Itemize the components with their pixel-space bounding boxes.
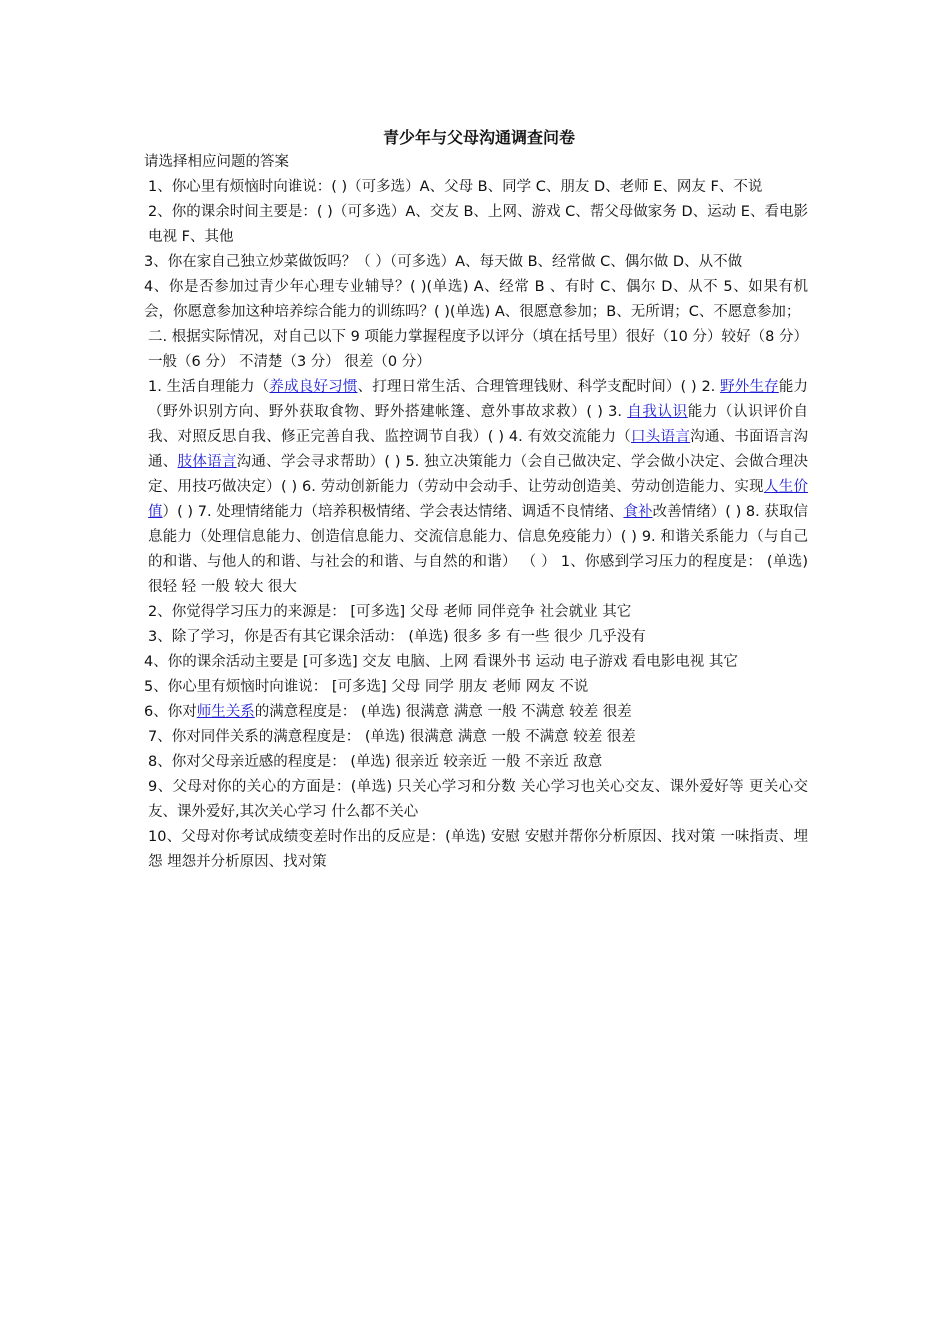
paragraph: [144, 325, 808, 375]
paragraph-text: 2、你觉得学习压力的来源是： [可多选] 父母 老师 同伴竞争 社会就业 其它: [148, 604, 632, 620]
paragraph: [144, 175, 808, 200]
paragraph-text: 4、你的课余活动主要是 [可多选] 交友 电脑、上网 看课外书 运动 电子游戏 看电影电视 其它: [144, 654, 738, 670]
document-page: [144, 123, 808, 875]
paragraph: [144, 750, 808, 775]
paragraph-text: ）( ) 7. 处理情绪能力（培养积极情绪、学会表达情绪、调适不良情绪、: [162, 504, 624, 520]
paragraph-text: 10、父母对你考试成绩变差时作出的反应是：(单选) 安慰 安慰并帮你分析原因、找对策 一味指责、埋怨 埋怨并分析原因、找对策: [148, 829, 808, 870]
hyperlink[interactable]: 养成良好习惯: [269, 379, 358, 395]
paragraph: [144, 275, 808, 325]
document-body: [144, 150, 808, 875]
paragraph-text: 6、你对: [144, 704, 197, 720]
paragraph: [144, 375, 808, 600]
paragraph-text: 沟通、书面语言沟通、: [148, 429, 809, 470]
paragraph-text: 的满意程度是： (单选) 很满意 满意 一般 不满意 较差 很差: [254, 704, 632, 720]
paragraph-text: 1. 生活自理能力（: [148, 379, 270, 395]
hyperlink[interactable]: 肢体语言: [177, 454, 237, 470]
paragraph: [144, 775, 808, 825]
paragraph: [144, 600, 808, 625]
paragraph-text: 3、除了学习，你是否有其它课余活动： (单选) 很多 多 有一些 很少 几乎没有: [148, 629, 646, 645]
paragraph-text: 2、你的课余时间主要是：( )（可多选）A、交友 B、上网、游戏 C、帮父母做家务 D、运动 E、看电影电视 F、其他: [148, 204, 808, 245]
paragraph: [144, 650, 808, 675]
hyperlink[interactable]: 食补: [623, 504, 653, 520]
paragraph-text: 7、你对同伴关系的满意程度是： (单选) 很满意 满意 一般 不满意 较差 很差: [148, 729, 636, 745]
paragraph-text: 8、你对父母亲近感的程度是： (单选) 很亲近 较亲近 一般 不亲近 敌意: [148, 754, 603, 770]
paragraph-text: 二. 根据实际情况，对自己以下 9 项能力掌握程度予以评分（填在括号里）很好（10 分）较好（8 分） 一般（6 分） 不清楚（3 分） 很差（0 分）: [148, 329, 808, 370]
hyperlink[interactable]: 师生关系: [196, 704, 255, 720]
paragraph-text: 1、你心里有烦恼时向谁说：( )（可多选）A、父母 B、同学 C、朋友 D、老师 E、网友 F、不说: [148, 179, 763, 195]
paragraph-text: 5、你心里有烦恼时向谁说： [可多选] 父母 同学 朋友 老师 网友 不说: [144, 679, 589, 695]
hyperlink[interactable]: 人生价值: [148, 479, 808, 520]
paragraph-text: 请选择相应问题的答案: [144, 154, 289, 170]
paragraph: [144, 200, 808, 250]
hyperlink[interactable]: 自我认识: [627, 404, 688, 420]
paragraph-text: 4、你是否参加过青少年心理专业辅导？( )(单选) A、经常 B 、有时 C、偶尔 D、从不 5、如果有机会，你愿意参加这种培养综合能力的训练吗？( )(单选) A、很愿意参加；B、无所谓；C、不愿意参加；: [144, 279, 808, 320]
paragraph-text: 3、你在家自己独立炒菜做饭吗？（ ）（可多选）A、每天做 B、经常做 C、偶尔做 D、从不做: [144, 254, 743, 270]
paragraph-text: 改善情绪）( ) 8. 获取信息能力（处理信息能力、创造信息能力、交流信息能力、信息免疫能力）( ) 9. 和谐关系能力（与自己的和谐、与他人的和谐、与社会的和谐、与自然的和谐） （ ） 1、你感到学习压力的程度是： (单选) 很轻 轻 一般 较大 很大: [148, 504, 808, 595]
paragraph-text: 、打理日常生活、合理管理钱财、科学支配时间）( ) 2.: [357, 379, 721, 395]
paragraph: [144, 675, 808, 700]
paragraph-text: 沟通、学会寻求帮助）( ) 5. 独立决策能力（会自己做决定、学会做小决定、会做合理决定、用技巧做决定）( ) 6. 劳动创新能力（劳动中会动手、让劳动创造美、劳动创造能力、实现: [148, 454, 808, 495]
document-title: 青少年与父母沟通调查问卷: [382, 128, 575, 147]
paragraph: [144, 250, 808, 275]
paragraph: [144, 150, 808, 175]
paragraph-text: 能力（野外识别方向、野外获取食物、野外搭建帐篷、意外事故求救）( ) 3.: [148, 379, 809, 420]
hyperlink[interactable]: 野外生存: [720, 379, 779, 395]
paragraph: [144, 700, 808, 725]
paragraph: [144, 725, 808, 750]
paragraph-text: 9、父母对你的关心的方面是：(单选) 只关心学习和分数 关心学习也关心交友、课外爱好等 更关心交友、课外爱好,其次关心学习 什么都不关心: [148, 779, 808, 820]
paragraph: [144, 625, 808, 650]
hyperlink[interactable]: 口头语言: [631, 429, 691, 445]
paragraph-text: 能力（认识评价自我、对照反思自我、修正完善自我、监控调节自我）( ) 4. 有效交流能力（: [148, 404, 809, 445]
paragraph: [144, 825, 808, 875]
